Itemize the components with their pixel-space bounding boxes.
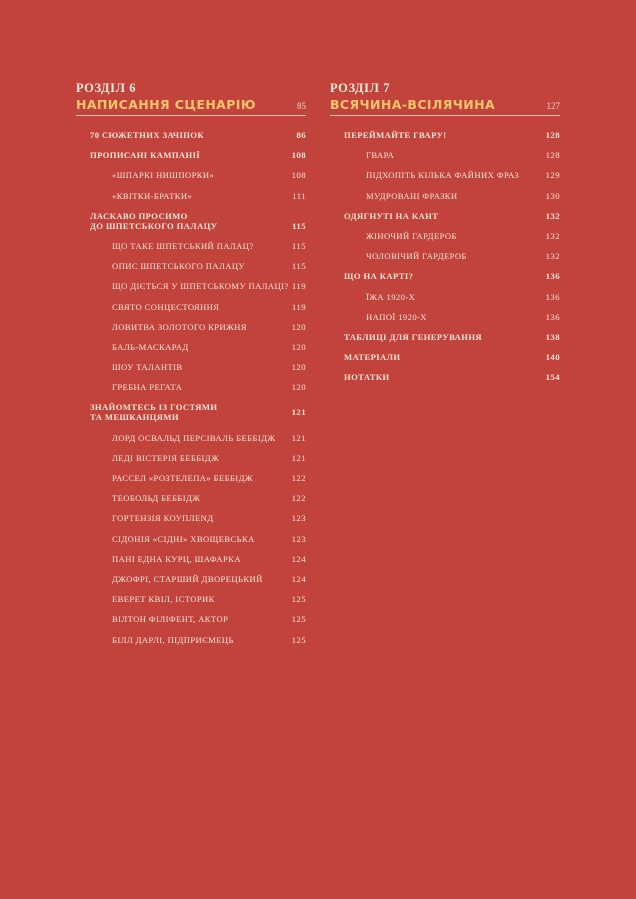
toc-subentry[interactable] — [76, 554, 306, 564]
toc-entry-title: ЛАСКАВО ПРОСИМО ДО ШПЕТСЬКОГО ПАЛАЦУ — [90, 210, 218, 231]
toc-subentry[interactable] — [76, 241, 306, 251]
toc-entry-page: 121 — [291, 407, 306, 418]
toc-subentry[interactable] — [330, 170, 560, 180]
toc-entry-page: 140 — [545, 352, 560, 363]
toc-entry[interactable] — [330, 271, 560, 281]
toc-entry-title: 70 СЮЖЕТНИХ ЗАЧІПОК — [90, 130, 204, 140]
toc-entry-page: 136 — [545, 271, 560, 282]
toc-subentry[interactable] — [76, 281, 306, 291]
toc-entry-page: 122 — [291, 473, 306, 483]
toc-entry-title: ТЕОБОЛЬД БЕББІДЖ — [112, 493, 201, 504]
chapter-heading — [76, 96, 306, 116]
toc-subentry[interactable] — [76, 513, 306, 523]
toc-subentry[interactable] — [76, 191, 306, 201]
toc-entry-title: СІДОНІЯ «СІДНІ» ХВОЩЕВСЬКА — [112, 533, 255, 544]
toc-entry-page: 121 — [291, 432, 306, 443]
toc-subentry[interactable] — [76, 302, 306, 312]
toc-entry-title: ГРЕБНА РЕГАТА — [112, 382, 183, 393]
toc-entry-page: 138 — [545, 331, 560, 342]
toc-entry[interactable] — [330, 332, 560, 342]
toc-subentry[interactable] — [76, 322, 306, 332]
toc-subentry[interactable] — [330, 251, 560, 261]
toc-entry-title: ВІЛТОН ФІЛІФЕНТ, АКТОР — [112, 614, 229, 625]
toc-entry-page: 120 — [291, 341, 306, 352]
toc-subentry[interactable] — [76, 473, 306, 483]
toc-entry-title: ЧОЛОВІЧИЙ ГАРДЕРОБ — [366, 251, 467, 262]
toc-subentry[interactable] — [76, 433, 306, 443]
toc-entry-page: 86 — [296, 130, 306, 140]
toc-entry[interactable] — [330, 211, 560, 221]
toc-entry-page: 128 — [545, 150, 560, 161]
toc-entry-title: ПЕРЕЙМАЙТЕ ГВАРУ! — [344, 130, 447, 140]
toc-entry-page: 115 — [291, 240, 306, 251]
toc-entry-page: 136 — [545, 311, 560, 322]
toc-entry-page: 122 — [291, 493, 306, 504]
toc-entry-title: ШОУ ТАЛАНТІВ — [112, 362, 183, 373]
toc-entry-page: 123 — [291, 513, 306, 524]
toc-entry-page: 130 — [545, 190, 560, 201]
toc-entry-title: ТАБЛИЦІ ДЛЯ ГЕНЕРУВАННЯ — [344, 331, 483, 342]
toc-entry-page: 125 — [291, 634, 306, 645]
toc-entry-title: ОДЯГНУТІ НА КАНТ — [344, 210, 439, 221]
toc-entry[interactable] — [76, 402, 306, 422]
toc-subentry[interactable] — [76, 534, 306, 544]
toc-entry-title: ГВАРА — [366, 150, 395, 161]
chapter-title: ВСЯЧИНА-ВСІЛЯЧИНА — [330, 97, 496, 112]
toc-entry-page: 132 — [545, 210, 560, 221]
toc-entry-title: ЖІНОЧИЙ ГАРДЕРОБ — [366, 230, 457, 241]
toc-entry-title: ЇЖА 1920-Х — [366, 291, 416, 302]
toc-subentry[interactable] — [76, 342, 306, 352]
toc-entry-page: 128 — [545, 130, 560, 140]
toc-entry-title: «ШПАРКІ НИШПОРКИ» — [112, 170, 215, 181]
toc-subentry[interactable] — [76, 614, 306, 624]
toc-entry-page: 120 — [291, 362, 306, 373]
toc-entry[interactable] — [76, 211, 306, 231]
toc-entry-title: ПІДХОПІТЬ КІЛЬКА ФАЙНИХ ФРАЗ — [366, 170, 520, 181]
toc-subentry[interactable] — [76, 261, 306, 271]
toc-entry-page: 136 — [545, 291, 560, 302]
toc-entry-title: МАТЕРІАЛИ — [344, 352, 401, 363]
toc-entry-title: РАССЕЛ «РОЗТЕЛЕПА» БЕББІДЖ — [112, 473, 253, 483]
toc-entry-page: 120 — [291, 382, 306, 393]
toc-entry-page: 120 — [291, 321, 306, 332]
toc-entry[interactable] — [76, 150, 306, 160]
toc-entry-title: ЩО ТАКЕ ШПЕТСЬКИЙ ПАЛАЦ? — [112, 240, 254, 251]
toc-entry-title: ДЖОФРІ, СТАРШИЙ ДВОРЕЦЬКИЙ — [112, 573, 263, 584]
toc-entry-title: «КВІТКИ-БРАТКИ» — [112, 190, 193, 201]
toc-entry[interactable] — [330, 372, 560, 382]
toc-entry-title: ЩО НА КАРТІ? — [344, 271, 414, 282]
chapter-label: РОЗДІЛ 6 — [76, 81, 137, 95]
chapter-label: РОЗДІЛ 7 — [330, 81, 391, 95]
toc-subentry[interactable] — [330, 231, 560, 241]
toc-entry-page: 125 — [291, 614, 306, 625]
toc-subentry[interactable] — [76, 382, 306, 392]
toc-entry-page: 115 — [291, 261, 306, 272]
toc-entry-title: ЛОВИТВА ЗОЛОТОГО КРИЖНЯ — [112, 321, 247, 332]
toc-entry-title: МУДРОВАНІ ФРАЗКИ — [366, 190, 458, 201]
toc-entry-title: СВЯТО СОНЦЕСТОЯННЯ — [112, 301, 220, 312]
toc-entry-page: 108 — [291, 150, 306, 161]
toc-entry-page: 123 — [291, 533, 306, 544]
toc-entry-title: ЕВЕРЕТ КВІЛ, ІСТОРИК — [112, 594, 215, 605]
toc-entry-title: ПРОПИСАНІ КАМПАНІЇ — [90, 150, 201, 161]
toc-entry-page: 119 — [291, 301, 306, 312]
toc-subentry[interactable] — [76, 493, 306, 503]
toc-subentry[interactable] — [76, 594, 306, 604]
toc-entry-page: 129 — [545, 170, 560, 181]
toc-entry-title: ЛЕДІ ВІСТЕРІЯ БЕББІДЖ — [112, 452, 220, 463]
toc-entry-page: 125 — [291, 594, 306, 605]
chapter-7-column — [330, 80, 560, 392]
toc-entry-page: 119 — [291, 281, 306, 292]
toc-subentry[interactable] — [76, 574, 306, 584]
chapter-title: НАПИСАННЯ СЦЕНАРІЮ — [76, 97, 256, 112]
toc-subentry[interactable] — [330, 312, 560, 322]
toc-entry-title: ЗНАЙОМТЕСЬ ІЗ ГОСТЯМИ ТА МЕШКАНЦЯМИ — [90, 402, 218, 423]
toc-entry-page: 132 — [545, 230, 560, 241]
toc-subentry[interactable] — [76, 362, 306, 372]
toc-entry-page: 124 — [291, 573, 306, 584]
toc-entry-title: НОТАТКИ — [344, 372, 390, 383]
toc-entry-page: 132 — [545, 251, 560, 262]
toc-entry[interactable] — [330, 130, 560, 140]
chapter-6-column — [76, 80, 306, 655]
toc-subentry[interactable] — [330, 292, 560, 302]
toc-entry-page: 154 — [545, 372, 560, 383]
toc-entry-title: БІЛЛ ДАРЛІ, ПІДПРИЄМЕЦЬ — [112, 634, 234, 645]
toc-entry-page: 115 — [292, 220, 306, 231]
toc-entry-title: ЛОРД ОСВАЛЬД ПЕРСІВАЛЬ БЕББІДЖ — [112, 432, 276, 443]
toc-subentry[interactable] — [330, 150, 560, 160]
chapter-heading — [330, 96, 560, 116]
chapter-page-number: 85 — [297, 101, 306, 111]
toc-entry-title: ПАНІ ЕДНА КУРЦ, ШАФАРКА — [112, 553, 241, 564]
toc-subentry[interactable] — [76, 635, 306, 645]
toc-entry-title: БАЛЬ-МАСКАРАД — [112, 341, 189, 352]
toc-entry-page: 111 — [292, 190, 306, 201]
toc-subentry[interactable] — [76, 453, 306, 463]
toc-entry-page: 121 — [291, 452, 306, 463]
toc-entry-page: 108 — [291, 170, 306, 181]
toc-entry-page: 124 — [291, 553, 306, 564]
toc-subentry[interactable] — [330, 191, 560, 201]
toc-entry-title: НАПОЇ 1920-Х — [366, 311, 427, 322]
toc-entry[interactable] — [76, 130, 306, 140]
chapter-page-number: 127 — [546, 101, 560, 111]
toc-entry-title: ГОРТЕНЗІЯ КОУПЛENД — [112, 513, 214, 524]
toc-entry[interactable] — [330, 352, 560, 362]
toc-entry-title: ОПИС ШПЕТСЬКОГО ПАЛАЦУ — [112, 261, 245, 272]
toc-subentry[interactable] — [76, 170, 306, 180]
toc-entry-title: ЩО ДІЄТЬСЯ У ШПЕТСЬКОМУ ПАЛАЦІ? — [112, 281, 289, 292]
